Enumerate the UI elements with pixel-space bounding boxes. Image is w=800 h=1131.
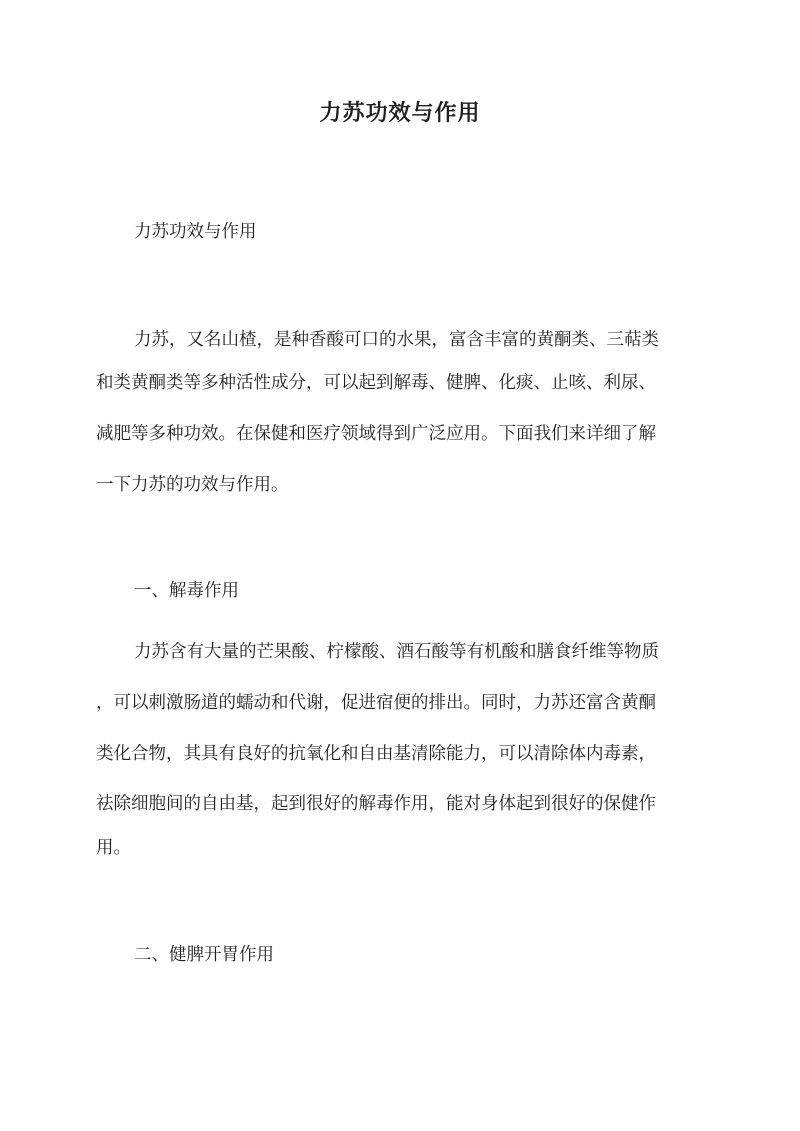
section1-line-4: 祛除细胞间的自由基，起到很好的解毒作用，能对身体起到很好的保健作: [96, 794, 656, 814]
section1-line-5: 用。: [96, 838, 131, 858]
section2-heading: 二、健脾开胃作用: [134, 945, 274, 965]
intro-line-1: 力苏，又名山楂，是种香酸可口的水果，富含丰富的黄酮类、三萜类: [134, 330, 659, 350]
intro-line-2: 和类黄酮类等多种活性成分，可以起到解毒、健脾、化痰、止咳、利尿、: [96, 373, 656, 393]
section1-line-1: 力苏含有大量的芒果酸、柠檬酸、酒石酸等有机酸和膳食纤维等物质: [134, 642, 659, 662]
intro-line-4: 一下力苏的功效与作用。: [96, 475, 289, 495]
document-title: 力苏功效与作用: [319, 100, 481, 126]
subtitle: 力苏功效与作用: [134, 222, 257, 242]
intro-line-3: 减肥等多种功效。在保健和医疗领域得到广泛应用。下面我们来详细了解: [96, 424, 656, 444]
section1-line-3: 类化合物，其具有良好的抗氧化和自由基清除能力，可以清除体内毒素，: [96, 744, 656, 764]
section1-heading: 一、解毒作用: [134, 581, 239, 601]
section1-line-2: ，可以刺激肠道的蠕动和代谢，促进宿便的排出。同时，力苏还富含黄酮: [96, 693, 656, 713]
